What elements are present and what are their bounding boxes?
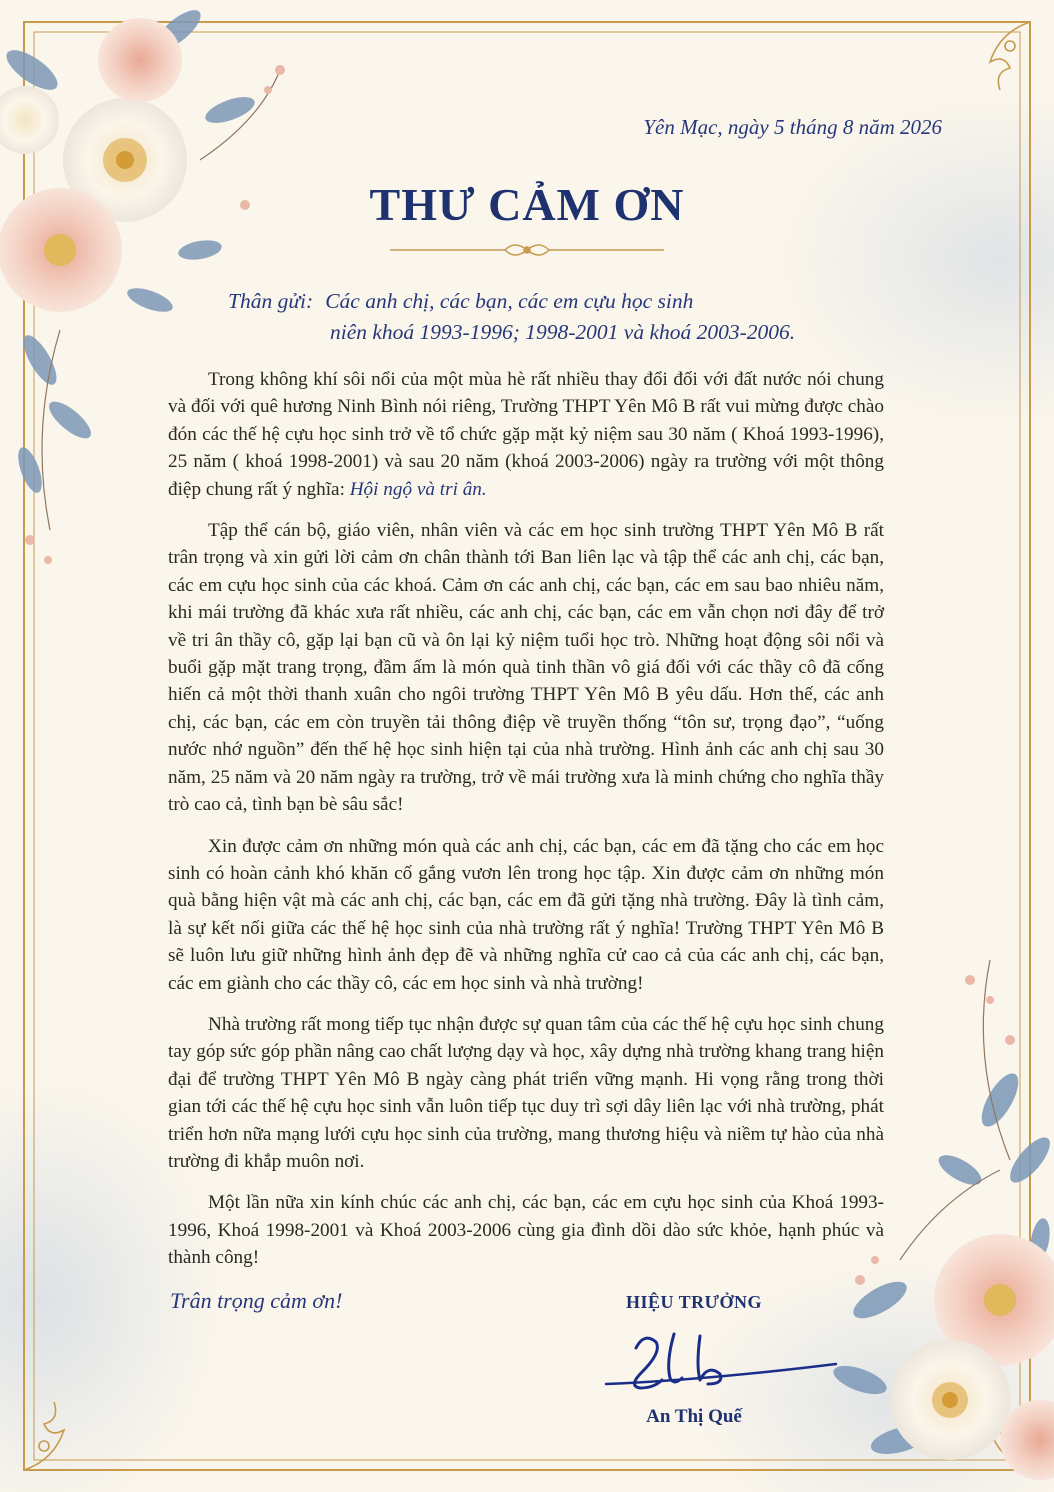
intro-highlight: Hội ngộ và tri ân. bbox=[349, 478, 487, 500]
intro-text: Trong không khí sôi nổi của một mùa hè rất nhiều thay đổi đối với đất nước nói chung và đối với quê hương Ninh Bình nói riêng, Trường THPT Yên Mô B rất vui mừng được chào đón các thế hệ cựu học sinh trở về tổ chức gặp mặt kỷ niệm sau 30 năm ( Khoá 1993-1996), 25 năm ( khoá 1998-2001) và sau 20 năm (khoá 2003-2006) ngày ra trường với một thông điệp chung rất ý nghĩa: bbox=[168, 369, 884, 500]
handwritten-signature bbox=[596, 1326, 846, 1396]
salutation-recipients-line1: Các anh chị, các bạn, các em cựu học sinh bbox=[325, 289, 694, 313]
paragraph: Một lần nữa xin kính chúc các anh chị, các bạn, các em cựu học sinh của Khoá 1993-1996, Khoá 1998-2001 và Khoá 2003-2006 cùng gia đình dồi dào sức khỏe, hạnh phúc và thành công! bbox=[168, 1192, 884, 1269]
paragraph: Nhà trường rất mong tiếp tục nhận được sự quan tâm của các thế hệ cựu học sinh chung tay góp sức góp phần nâng cao chất lượng dạy và học, xây dựng nhà trường khang trang hiện đại để trường THPT Yên Mô B ngày càng phát triển vững mạnh. Hi vọng rằng trong thời gian tới các thế hệ cựu học sinh vẫn luôn tiếp tục duy trì sợi dây liên lạc với nhà trường, phát triển hơn nữa mạng lưới cựu học sinh của trường, mang thương hiệu và niềm tự hào của nhà trường đi khắp muôn nơi. bbox=[168, 1013, 884, 1172]
salutation-recipients-line2: niên khoá 1993-1996; 1998-2001 và khoá 2003-2006. bbox=[330, 320, 796, 344]
signer-name: An Thị Quế bbox=[646, 1406, 742, 1427]
letter-body bbox=[168, 366, 884, 1286]
closing-text: Trân trọng cảm ơn! bbox=[170, 1288, 343, 1313]
paragraph: Tập thể cán bộ, giáo viên, nhân viên và các em học sinh trường THPT Yên Mô B rất trân trọng và xin gửi lời cảm ơn chân thành tới Ban liên lạc và tập thể các anh chị, các bạn, các em cựu học sinh của các khoá. Cảm ơn các anh chị, các bạn, các em sau bao nhiêu năm, khi mái trường đã khác xưa rất nhiều, các anh chị, các bạn, các em vẫn chọn nơi đây để trở về tri ân thầy cô, gặp lại bạn cũ và ôn lại kỷ niệm tuổi học trò. Những hoạt động sôi nổi và buổi gặp mặt trang trọng, đầm ấm là món quà tinh thần vô giá đối với các thầy cô đã cống hiến cả một thời thanh xuân cho ngôi trường THPT Yên Mô B yêu dấu. Hơn thế, các anh chị, các bạn, các em còn truyền tải thông điệp về truyền thống “tôn sư, trọng đạo”, “uống nước nhớ nguồn” đến thế hệ học sinh hiện tại của nhà trường. Hình ảnh các anh chị sau 30 năm, 25 năm và 20 năm ngày ra trường, trở về mái trường xưa là minh chứng cho nghĩa thầy trò cao cả, tình bạn bè sâu sắc! bbox=[168, 520, 884, 816]
paragraph-intro bbox=[168, 366, 884, 503]
letter-date: Yên Mạc, ngày 5 tháng 8 năm 2026 bbox=[643, 115, 942, 139]
salutation-label: Thân gửi: bbox=[228, 289, 314, 313]
page-title: THƯ CẢM ƠN bbox=[369, 179, 685, 230]
paragraph: Xin được cảm ơn những món quà các anh chị, các bạn, các em đã tặng cho các em học sinh có hoàn cảnh khó khăn cố gắng vươn lên trong học tập. Xin được cảm ơn những món quà bằng hiện vật mà các anh chị, các bạn, các em đã gửi tặng nhà trường. Đây là tình cảm, là sự kết nối giữa các thế hệ học sinh của nhà trường rất ý nghĩa! Trường THPT Yên Mô B sẽ luôn lưu giữ những hình ảnh đẹp đẽ và những nghĩa cử cao cả của các anh chị, các bạn, các em giành cho các thầy cô, các em học sinh và nhà trường! bbox=[168, 835, 884, 994]
signature-title: HIỆU TRƯỞNG bbox=[625, 1292, 763, 1312]
